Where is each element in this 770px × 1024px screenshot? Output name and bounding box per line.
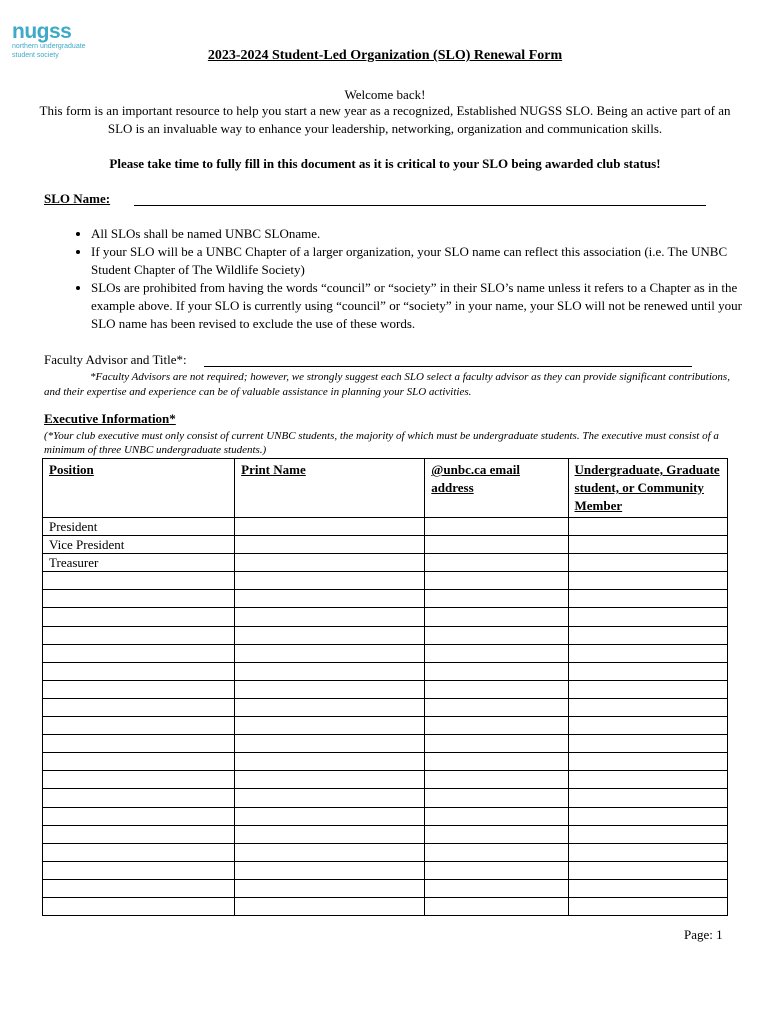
print-name-cell[interactable] [235, 536, 425, 554]
executive-table [42, 458, 728, 916]
email-cell[interactable] [425, 626, 568, 644]
email-cell[interactable] [425, 536, 568, 554]
rule-item: • SLOs are prohibited from having the words “council” or “society” in their SLO’s name unless it refers to a Chapter as in the example above. If your SLO is currently using “council” or “society” in your name, your SLO will not be renewed until your SLO name has been revised to exclude the use of these words. [91, 279, 751, 333]
print-name-cell[interactable] [235, 735, 425, 753]
slo-name-label: SLO Name: [44, 191, 111, 206]
position-cell[interactable] [43, 644, 235, 662]
email-cell[interactable] [425, 735, 568, 753]
position-cell[interactable] [43, 897, 235, 915]
status-cell[interactable] [568, 572, 727, 590]
executive-info-heading: Executive Information* [44, 411, 176, 426]
print-name-cell[interactable] [235, 843, 425, 861]
status-cell[interactable] [568, 554, 727, 572]
email-cell[interactable] [425, 572, 568, 590]
table-row [43, 644, 728, 662]
form-title: 2023-2024 Student-Led Organization (SLO) Renewal Form [207, 48, 563, 63]
print-name-cell[interactable] [235, 771, 425, 789]
table-row [43, 680, 728, 698]
print-name-cell[interactable] [235, 590, 425, 608]
status-cell[interactable] [568, 662, 727, 680]
position-cell[interactable] [43, 807, 235, 825]
email-cell[interactable] [425, 843, 568, 861]
table-header-row [43, 459, 728, 518]
executive-info-note: (*Your club executive must only consist of current UNBC students, the majority of which must be undergraduate students. The executive must consist of a minimum of three UNBC undergraduate students.) [44, 430, 719, 456]
email-cell[interactable] [425, 518, 568, 536]
table-row [43, 789, 728, 807]
logo-subtitle-line-1: northern undergraduate [12, 43, 86, 50]
status-cell[interactable] [568, 518, 727, 536]
table-row [43, 698, 728, 716]
email-cell[interactable] [425, 825, 568, 843]
status-cell[interactable] [568, 698, 727, 716]
table-row [43, 879, 728, 897]
intro-paragraph: This form is an important resource to help you start a new year as a recognized, Established NUGSS SLO. Being an active part of an SLO is an invaluable way to enhance your leadership, networking, organization and communication skills. [39, 103, 731, 136]
position-cell[interactable] [43, 789, 235, 807]
position-cell[interactable] [43, 735, 235, 753]
status-cell[interactable] [568, 753, 727, 771]
rule-item: • All SLOs shall be named UNBC SLOname. [91, 225, 751, 243]
position-cell[interactable] [43, 825, 235, 843]
status-cell[interactable] [568, 626, 727, 644]
position-cell[interactable] [43, 572, 235, 590]
table-row [43, 861, 728, 879]
position-cell[interactable] [43, 879, 235, 897]
email-cell[interactable] [425, 789, 568, 807]
position-cell: Vice President [43, 536, 235, 554]
position-cell[interactable] [43, 662, 235, 680]
status-cell[interactable] [568, 536, 727, 554]
fill-in-notice: Please take time to fully fill in this document as it is critical to your SLO being awarded club status! [109, 156, 661, 171]
email-cell[interactable] [425, 644, 568, 662]
email-cell[interactable] [425, 590, 568, 608]
position-cell: Treasurer [43, 554, 235, 572]
table-row [43, 554, 728, 572]
email-cell[interactable] [425, 861, 568, 879]
logo-subtitle-line-2: student society [12, 52, 59, 59]
slo-name-field[interactable] [134, 205, 706, 206]
table-row [43, 626, 728, 644]
position-cell[interactable] [43, 608, 235, 626]
welcome-text: Welcome back! [344, 87, 426, 102]
print-name-cell[interactable] [235, 753, 425, 771]
email-cell[interactable] [425, 753, 568, 771]
faculty-advisor-field[interactable] [204, 366, 692, 367]
position-cell[interactable] [43, 771, 235, 789]
status-cell[interactable] [568, 608, 727, 626]
table-row [43, 897, 728, 915]
header-position: Position [43, 459, 235, 518]
print-name-cell[interactable] [235, 861, 425, 879]
print-name-cell[interactable] [235, 897, 425, 915]
print-name-cell[interactable] [235, 698, 425, 716]
page-number: Page: 1 [684, 927, 723, 942]
position-cell[interactable] [43, 680, 235, 698]
position-cell: President [43, 518, 235, 536]
table-row [43, 572, 728, 590]
position-cell[interactable] [43, 861, 235, 879]
table-row [43, 590, 728, 608]
print-name-cell[interactable] [235, 680, 425, 698]
print-name-cell[interactable] [235, 879, 425, 897]
email-cell[interactable] [425, 554, 568, 572]
status-cell[interactable] [568, 644, 727, 662]
table-row [43, 518, 728, 536]
status-cell[interactable] [568, 735, 727, 753]
status-cell[interactable] [568, 771, 727, 789]
email-cell[interactable] [425, 662, 568, 680]
print-name-cell[interactable] [235, 789, 425, 807]
table-row [43, 608, 728, 626]
email-cell[interactable] [425, 897, 568, 915]
print-name-cell[interactable] [235, 717, 425, 735]
email-cell[interactable] [425, 680, 568, 698]
position-cell[interactable] [43, 626, 235, 644]
faculty-advisor-label: Faculty Advisor and Title*: [44, 352, 187, 367]
position-cell[interactable] [43, 753, 235, 771]
print-name-cell[interactable] [235, 608, 425, 626]
executive-table-body [43, 518, 728, 916]
email-cell[interactable] [425, 771, 568, 789]
table-row [43, 735, 728, 753]
position-cell[interactable] [43, 717, 235, 735]
email-cell[interactable] [425, 717, 568, 735]
status-cell[interactable] [568, 843, 727, 861]
table-row [43, 753, 728, 771]
header-status: Undergraduate, Graduate student, or Community Member [568, 459, 727, 518]
print-name-cell[interactable] [235, 662, 425, 680]
table-row [43, 825, 728, 843]
status-cell[interactable] [568, 590, 727, 608]
email-cell[interactable] [425, 698, 568, 716]
print-name-cell[interactable] [235, 554, 425, 572]
table-row [43, 536, 728, 554]
rule-item: • If your SLO will be a UNBC Chapter of a larger organization, your SLO name can reflect this association (i.e. The UNBC Student Chapter of The Wildlife Society) [91, 243, 751, 279]
print-name-cell[interactable] [235, 807, 425, 825]
status-cell[interactable] [568, 879, 727, 897]
naming-rules-list [60, 225, 751, 333]
status-cell[interactable] [568, 680, 727, 698]
table-row [43, 843, 728, 861]
table-row [43, 662, 728, 680]
table-row [43, 771, 728, 789]
email-cell[interactable] [425, 608, 568, 626]
position-cell[interactable] [43, 698, 235, 716]
status-cell[interactable] [568, 897, 727, 915]
position-cell[interactable] [43, 843, 235, 861]
print-name-cell[interactable] [235, 572, 425, 590]
status-cell[interactable] [568, 861, 727, 879]
status-cell[interactable] [568, 789, 727, 807]
email-cell[interactable] [425, 807, 568, 825]
position-cell[interactable] [43, 590, 235, 608]
print-name-cell[interactable] [235, 626, 425, 644]
print-name-cell[interactable] [235, 518, 425, 536]
status-cell[interactable] [568, 717, 727, 735]
faculty-advisor-note: *Faculty Advisors are not required; however, we strongly suggest each SLO select a faculty advisor as they can provide significant contributions, and their expertise and experience can be of valuable assistance in planning your SLO activities. [44, 371, 730, 398]
logo-word: nugss [12, 20, 72, 43]
status-cell[interactable] [568, 825, 727, 843]
print-name-cell[interactable] [235, 644, 425, 662]
print-name-cell[interactable] [235, 825, 425, 843]
status-cell[interactable] [568, 807, 727, 825]
email-cell[interactable] [425, 879, 568, 897]
header-email: @unbc.ca email address [425, 459, 568, 518]
table-row [43, 717, 728, 735]
table-row [43, 807, 728, 825]
header-print-name: Print Name [235, 459, 425, 518]
